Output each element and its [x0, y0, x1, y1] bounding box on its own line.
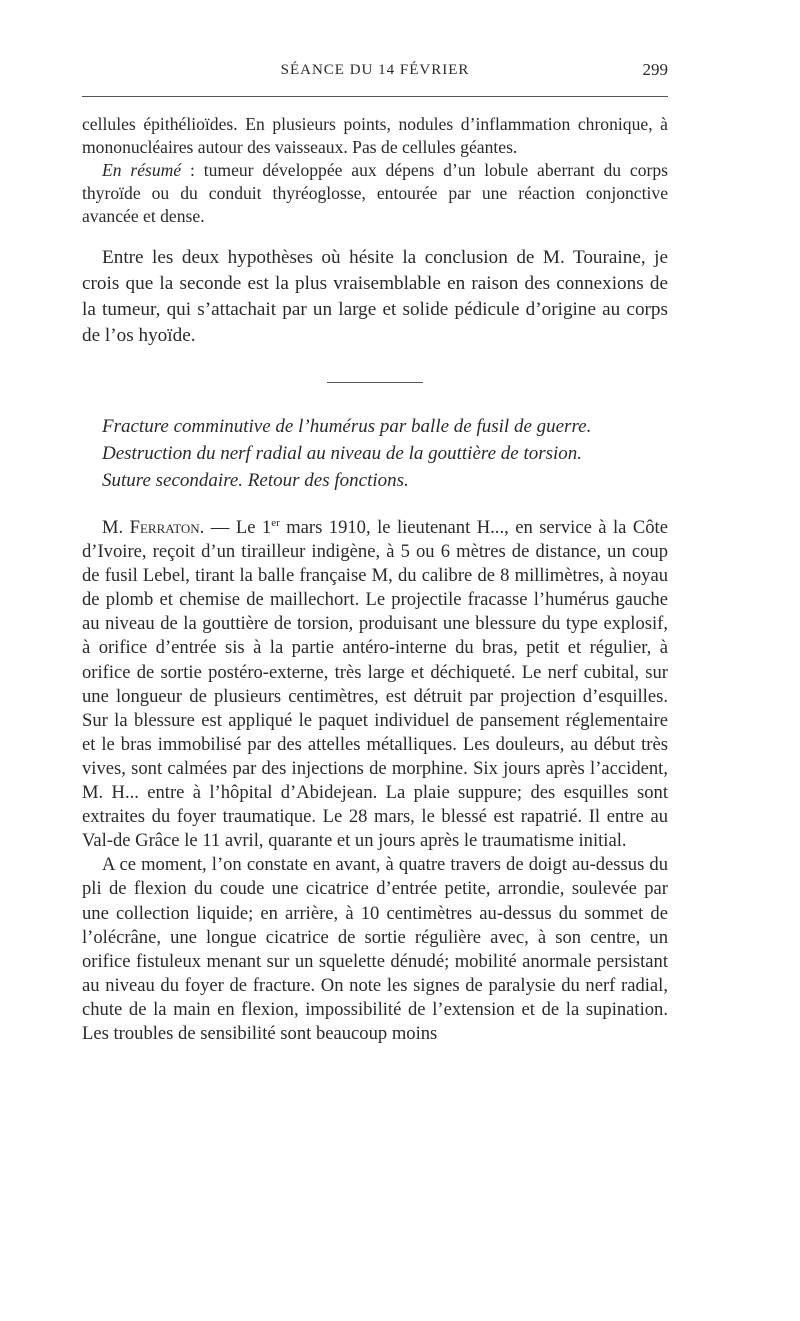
date-lead: — Le 1: [204, 517, 272, 538]
section-title-line-2: Destruction du nerf radial au niveau de la gouttière de torsion.: [102, 443, 583, 464]
en-resume-text: : tumeur développée aux dépens d’un lobule aberrant du corps thyroïde ou du conduit thyréoglosse, entourée par une réaction conjonctive avancée et dense.: [82, 160, 668, 226]
section-title-line-1: Fracture comminutive de l’humérus par balle de fusil de guerre.: [102, 416, 592, 437]
paragraph-cellules: cellules épithélioïdes. En plusieurs points, nodules d’inflammation chronique, à mononucléaires autour des vaisseaux. Pas de cellules géantes.: [82, 114, 668, 157]
document-page: [82, 56, 668, 1046]
page-header: [82, 56, 668, 86]
en-resume-label: En résumé: [102, 160, 182, 180]
header-rule: [82, 96, 668, 97]
running-title: SÉANCE DU 14 FÉVRIER: [280, 62, 470, 78]
page-number: 299: [642, 60, 668, 79]
paragraph-en-resume: [82, 159, 668, 228]
ordinal-superscript: er: [271, 516, 280, 529]
author-name: M. Ferraton.: [102, 517, 205, 538]
section-separator: [327, 382, 423, 383]
paragraph-conclusion: Entre les deux hypothèses où hésite la conclusion de M. Touraine, je crois que la seconde est la plus vraisemblable en raison des connexions de la tumeur, qui s’attachait par un large et solide pédicule d’origine au corps de l’os hyoïde.: [82, 247, 668, 346]
paragraph-ferraton-text: mars 1910, le lieutenant H..., en service à la Côte d’Ivoire, reçoit d’un tirailleur indigène, à 5 ou 6 mètres de distance, un coup de fusil Lebel, tirant la balle française M, du calibre de 8 millimètres, à noyau de plomb et chemise de maillechort. Le projectile fracasse l’humérus gauche au niveau de la gouttière de torsion, produisant une blessure du type explosif, à orifice d’entrée sis à la partie antéro-interne du bras, petit et régulier, à orifice de sortie postéro-externe, très large et déchiqueté. Le nerf cubital, sur une longueur de plusieurs centimètres, est détruit par projection d’esquilles. Sur la blessure est appliqué le paquet individuel de pansement réglementaire et le bras immobilisé par des attelles métalliques. Les douleurs, au début très vives, sont calmées par des injections de morphine. Six jours après l’accident, M. H... entre à l’hôpital d’Abidejean. La plaie suppure; des esquilles sont extraites du foyer traumatique. Le 28 mars, le blessé est rapatrié. Il entre au Val-de Grâce le 11 avril, quarante et un jours après le traumatisme initial.: [82, 517, 668, 852]
section-title-line-3: Suture secondaire. Retour des fonctions.: [102, 470, 409, 491]
paragraph-a-ce-moment: A ce moment, l’on constate en avant, à quatre travers de doigt au-dessus du pli de flexion du coude une cicatrice d’entrée petite, arrondie, soulevée par une collection liquide; en arrière, à 10 centimètres au-dessus du sommet de l’olécrâne, une longue cicatrice de sortie régulière avec, à son centre, un orifice fistuleux menant sur un squelette dénudé; mobilité anormale persistant au niveau du foyer de fracture. On note les signes de paralysie du nerf radial, chute de la main en flexion, impossibilité de l’extension et de la supination. Les troubles de sensibilité sont beaucoup moins: [82, 854, 668, 1044]
paragraph-ferraton: [82, 516, 668, 853]
section-title: [82, 413, 668, 494]
